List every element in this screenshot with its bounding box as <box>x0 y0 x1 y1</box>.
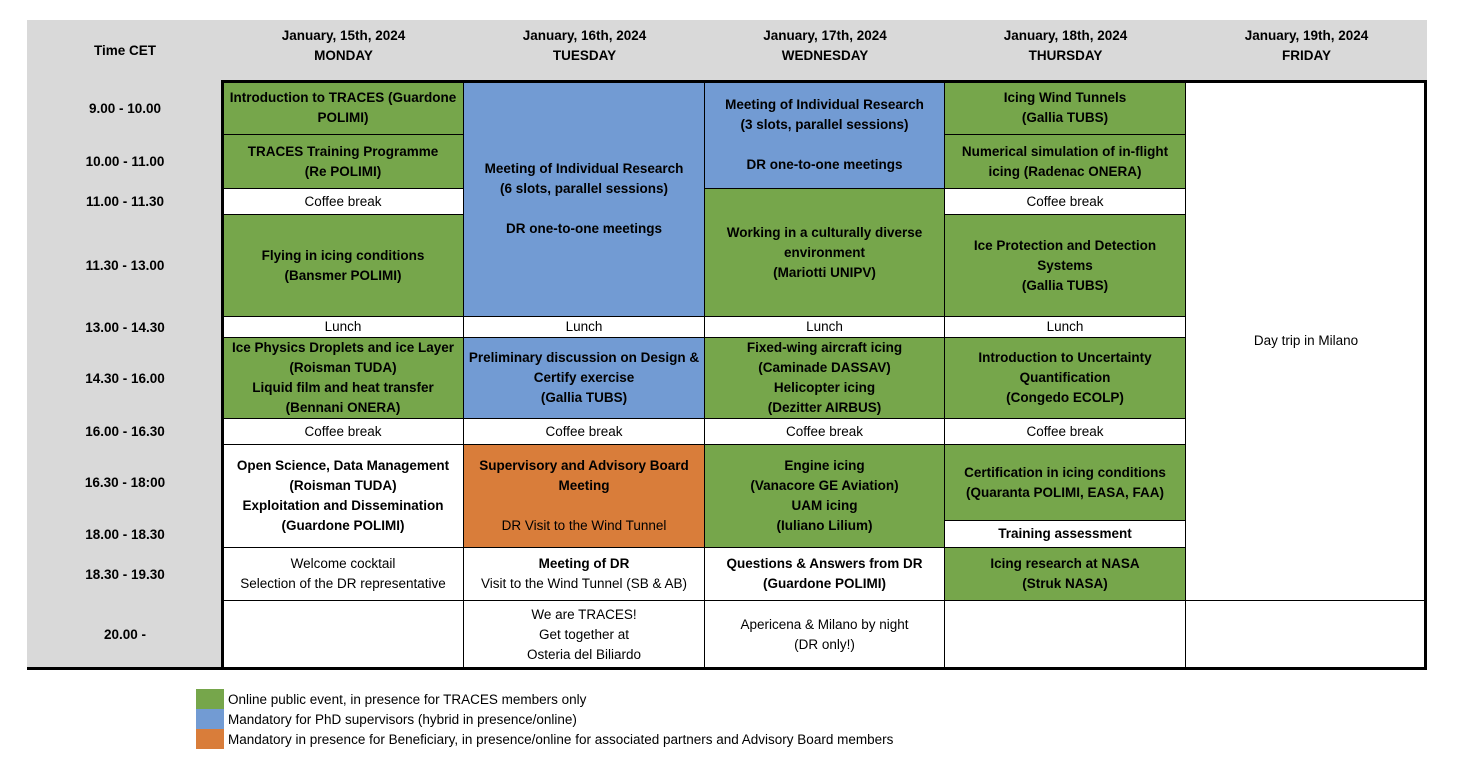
day-header-weekday: WEDNESDAY <box>781 48 869 63</box>
schedule-event <box>1186 82 1427 601</box>
event-text-line: Supervisory and Advisory Board <box>479 458 689 473</box>
schedule-event <box>705 189 945 317</box>
event-text-line: environment <box>783 244 865 260</box>
schedule-grid <box>27 20 1427 669</box>
schedule-event <box>945 521 1186 548</box>
event-text-line: TRACES Training Programme <box>247 143 439 159</box>
schedule-event <box>705 317 945 338</box>
day-header-date: January, 18th, 2024 <box>1003 28 1128 43</box>
event-text-line: DR one-to-one meetings <box>505 221 662 236</box>
time-slot-label <box>27 521 223 548</box>
time-slot-label <box>27 189 223 215</box>
event-text-line: (3 slots, parallel sessions) <box>740 117 909 132</box>
time-slot-text: 16.00 - 16.30 <box>85 424 165 439</box>
legend-label: Mandatory for PhD supervisors (hybrid in presence/online) <box>228 711 577 727</box>
schedule-event <box>223 317 464 338</box>
event-text-line: Meeting of Individual Research <box>725 97 924 112</box>
time-slot-label <box>27 548 223 601</box>
schedule-event <box>223 215 464 317</box>
event-text-line: Meeting of Individual Research <box>484 161 684 176</box>
event-text-line: Introduction to TRACES (Guardone <box>229 90 457 105</box>
day-header-weekday: MONDAY <box>314 48 373 63</box>
event-text-line: Coffee break <box>1026 423 1104 439</box>
schedule-event <box>223 445 464 548</box>
event-text-line: Certification in icing conditions <box>964 464 1166 480</box>
legend-label: Online public event, in presence for TRACES members only <box>228 691 587 707</box>
event-text-line: (Caminade DASSAV) <box>758 360 891 375</box>
schedule-event <box>223 419 464 445</box>
event-text-line: Lunch <box>1046 319 1084 334</box>
event-text-line: Flying in icing conditions <box>261 247 425 263</box>
time-slot-label <box>27 338 223 419</box>
schedule-event <box>223 189 464 215</box>
schedule-event <box>223 338 464 419</box>
event-text-line: (Roisman TUDA) <box>289 478 397 493</box>
schedule-event <box>464 548 705 601</box>
event-text-line: DR one-to-one meetings <box>746 157 903 172</box>
legend-swatch <box>196 729 224 749</box>
frame-right-border <box>1424 80 1427 669</box>
legend-item-online <box>196 689 586 709</box>
schedule-event <box>705 601 945 669</box>
frame-bottom-border <box>27 667 1427 670</box>
event-text-line: Coffee break <box>304 423 382 439</box>
schedule-event <box>1186 601 1427 669</box>
event-text-line: (Iuliano Lilium) <box>776 518 873 533</box>
event-text-line: (Bennani ONERA) <box>285 400 401 415</box>
day-header-thursday <box>945 26 1186 82</box>
time-slot-text: 11.30 - 13.00 <box>85 258 165 273</box>
event-text-line: Engine icing <box>784 458 865 473</box>
event-text-line: icing (Radenac ONERA) <box>988 163 1142 179</box>
event-text-line: Meeting <box>558 478 610 493</box>
frame-left-border <box>221 80 224 669</box>
event-text-line: (Vanacore GE Aviation) <box>750 478 899 493</box>
event-text-line: DR Visit to the Wind Tunnel <box>501 518 667 533</box>
event-text-line: Icing research at NASA <box>990 556 1140 571</box>
event-text-line: UAM icing <box>791 498 858 513</box>
event-text-line: (Mariotti UNIPV) <box>773 264 876 280</box>
event-text-line: Lunch <box>324 319 362 334</box>
day-header-tuesday <box>464 26 705 82</box>
time-slot-text: 20.00 - <box>103 627 147 642</box>
time-slot-text: 18.00 - 18.30 <box>85 526 165 542</box>
event-text-line: (Gallia TUBS) <box>1021 277 1109 293</box>
time-slot-label <box>27 445 223 521</box>
schedule-event <box>945 338 1186 419</box>
event-text-line: Systems <box>1037 257 1093 273</box>
event-text-line: Lunch <box>565 319 603 334</box>
event-text-line: (Bansmer POLIMI) <box>284 267 402 283</box>
time-slot-label <box>27 135 223 189</box>
event-text-line: Lunch <box>806 319 843 334</box>
event-text-line: Apericena & Milano by night <box>740 616 909 632</box>
time-slot-label <box>27 82 223 135</box>
schedule-event <box>223 82 464 135</box>
event-text-line: (Dezitter AIRBUS) <box>767 400 882 415</box>
schedule-event <box>705 338 945 419</box>
day-header-date: January, 16th, 2024 <box>522 28 647 43</box>
event-text-line: Visit to the Wind Tunnel (SB & AB) <box>480 576 688 591</box>
event-text-line: (Quaranta POLIMI, EASA, FAA) <box>965 484 1165 500</box>
event-text-line <box>341 625 345 645</box>
schedule-event <box>705 82 945 189</box>
event-text-line: Working in a culturally diverse <box>726 224 923 240</box>
schedule-event <box>464 82 705 317</box>
legend-label: Mandatory in presence for Beneficiary, in presence/online for associated partners and Advisory Board members <box>228 731 894 747</box>
event-text-line <box>582 496 586 516</box>
day-header-weekday: THURSDAY <box>1028 48 1103 63</box>
schedule-event <box>223 135 464 189</box>
schedule-event <box>945 215 1186 317</box>
schedule-event <box>223 548 464 601</box>
event-text-line: (Re POLIMI) <box>304 163 382 179</box>
time-header-label: Time CET <box>93 43 156 58</box>
schedule-event <box>464 338 705 419</box>
event-text-line: Helicopter icing <box>773 380 876 395</box>
day-header-weekday: FRIDAY <box>1281 48 1331 63</box>
legend-item-beneficiary <box>196 729 893 749</box>
day-header-monday <box>223 26 464 82</box>
time-slot-text: 10.00 - 11.00 <box>85 154 165 169</box>
event-text-line: (Congedo ECOLP) <box>1006 390 1124 405</box>
schedule-event <box>705 548 945 601</box>
time-slot-text: 13.00 - 14.30 <box>85 319 165 335</box>
schedule-event <box>945 445 1186 521</box>
schedule-event <box>945 82 1186 135</box>
schedule-event <box>945 548 1186 601</box>
event-text-line: Quantification <box>1019 370 1111 385</box>
event-text-line: (Roisman TUDA) <box>289 360 397 375</box>
day-header-weekday: TUESDAY <box>552 48 617 63</box>
event-text-line: Preliminary discussion on Design & <box>468 350 700 365</box>
schedule-event <box>705 445 945 548</box>
event-text-line: Coffee break <box>1026 193 1104 209</box>
legend-item-supervisors <box>196 709 577 729</box>
event-text-line: Coffee break <box>304 193 382 209</box>
schedule-event <box>945 601 1186 669</box>
day-header-friday <box>1186 26 1427 82</box>
event-text-line: Training assessment <box>998 526 1132 541</box>
day-header-date: January, 15th, 2024 <box>281 28 406 43</box>
day-header-date: January, 17th, 2024 <box>763 28 887 43</box>
event-text-line: Get together at <box>538 626 630 642</box>
schedule-event <box>464 317 705 338</box>
event-text-line: Day trip in Milano <box>1253 333 1359 348</box>
day-header-wednesday <box>705 26 945 82</box>
schedule-event <box>945 189 1186 215</box>
event-text-line: (Gallia TUBS) <box>540 390 628 405</box>
schedule-event <box>705 419 945 445</box>
frame-top-border <box>223 80 1427 83</box>
time-slot-text: 18.30 - 19.30 <box>85 566 165 582</box>
event-text-line: Questions & Answers from DR <box>726 556 923 571</box>
schedule-event <box>464 419 705 445</box>
schedule-event <box>945 419 1186 445</box>
event-text-line: Introduction to Uncertainty <box>978 350 1152 365</box>
event-text-line: Selection of the DR representative <box>240 576 446 591</box>
event-text-line: Numerical simulation of in-flight <box>961 143 1169 159</box>
event-text-line: Icing Wind Tunnels <box>1003 90 1127 105</box>
event-text-line: Ice Physics Droplets and ice Layer <box>231 340 455 355</box>
event-text-line <box>823 135 827 155</box>
schedule-event <box>464 445 705 548</box>
event-text-line: (Guardone POLIMI) <box>281 518 405 533</box>
time-slot-label <box>27 317 223 338</box>
event-text-line: Meeting of DR <box>538 556 630 571</box>
time-slot-label <box>27 215 223 317</box>
event-text-line <box>1304 625 1308 645</box>
legend-swatch <box>196 709 224 729</box>
event-text-line: (DR only!) <box>794 636 855 652</box>
schedule-event <box>223 601 464 669</box>
event-text-line: Osteria del Biliardo <box>526 646 642 662</box>
time-slot-label <box>27 419 223 445</box>
event-text-line: Coffee break <box>545 423 623 439</box>
time-slot-text: 11.00 - 11.30 <box>85 194 165 209</box>
day-header-date: January, 19th, 2024 <box>1244 28 1369 43</box>
event-text-line: Welcome cocktail <box>290 556 396 571</box>
event-text-line <box>582 199 586 219</box>
time-column-header <box>27 20 223 82</box>
time-slot-text: 14.30 - 16.00 <box>85 370 165 386</box>
event-text-line <box>1063 625 1067 645</box>
event-text-line: (Guardone POLIMI) <box>763 576 886 591</box>
time-slot-text: 9.00 - 10.00 <box>88 100 162 116</box>
event-text-line: Certify exercise <box>533 370 635 385</box>
event-text-line: Fixed-wing aircraft icing <box>746 340 903 355</box>
event-text-line: (6 slots, parallel sessions) <box>499 181 669 196</box>
schedule-event <box>945 135 1186 189</box>
event-text-line: (Gallia TUBS) <box>1021 110 1109 125</box>
schedule-event <box>945 317 1186 338</box>
event-text-line: We are TRACES! <box>531 606 637 622</box>
event-text-line: POLIMI) <box>317 110 369 125</box>
event-text-line: Ice Protection and Detection <box>973 237 1157 253</box>
event-text-line: Liquid film and heat transfer <box>252 380 434 395</box>
schedule-event <box>464 601 705 669</box>
event-text-line: Exploitation and Dissemination <box>242 498 444 513</box>
legend-swatch <box>196 689 224 709</box>
time-slot-text: 16.30 - 18:00 <box>84 475 166 490</box>
event-text-line: (Struk NASA) <box>1022 576 1108 591</box>
time-slot-label <box>27 601 223 669</box>
event-text-line: Open Science, Data Management <box>236 458 450 473</box>
event-text-line: Coffee break <box>785 423 864 439</box>
